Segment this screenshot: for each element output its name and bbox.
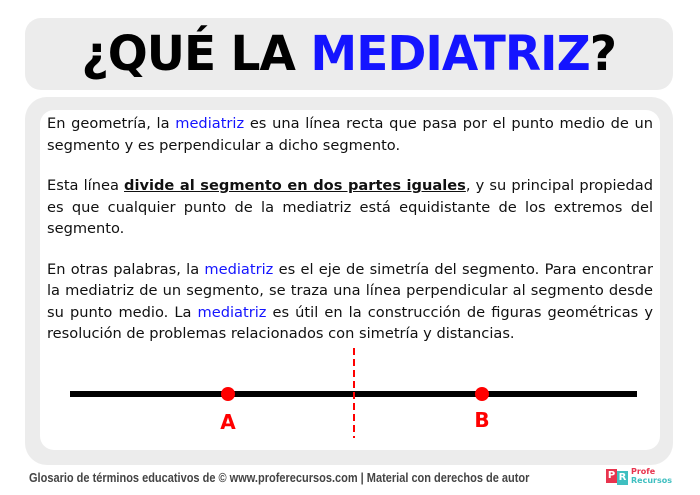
footer-credits: Glosario de términos educativos de © www.proferecursos.com | Material con derechos de autor — [29, 471, 530, 485]
page-title: ¿QUÉ LA MEDIATRIZ? — [81, 26, 617, 82]
paragraph-2: Esta línea divide al segmento en dos partes iguales, y su principal propiedad es que cualquier punto de la mediatriz está equidistante de los extremos del segmento. — [47, 177, 653, 237]
point-b-label: B — [474, 408, 490, 432]
point-a-label: A — [220, 410, 236, 434]
logo-r: R — [618, 472, 627, 483]
profe-recursos-logo — [606, 466, 672, 485]
logo-p: P — [607, 469, 616, 481]
point-b — [475, 387, 489, 401]
paragraph-1: En geometría, la mediatriz es una línea recta que pasa por el punto medio de un segmento y es perpendicular a dicho segmento. — [47, 115, 653, 154]
logo-text: Profe Recursos — [631, 466, 672, 485]
point-a — [221, 387, 235, 401]
paragraph-3: En otras palabras, la mediatriz es el eje de simetría del segmento. Para encontrar la mediatriz de un segmento, se traza una línea perpendicular al segmento desde su punto medio. La mediatriz es útil en la construcción de figuras geométricas y resolución de problemas relacionados con simetría y distancias. — [47, 260, 653, 342]
